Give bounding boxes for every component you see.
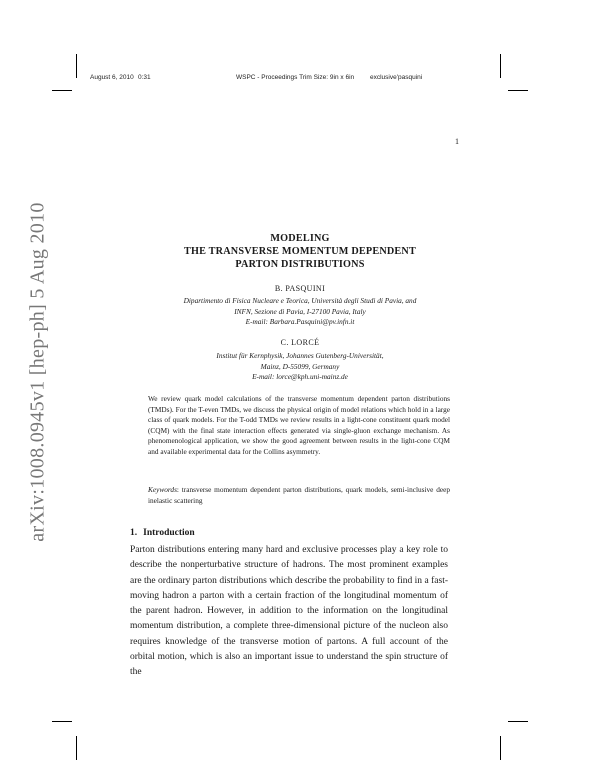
author-affiliation [0,351,600,383]
keywords-label: Keywords [148,485,177,494]
paper-title [0,232,600,271]
crop-mark-top-left-vertical [76,54,77,78]
keywords-text: transverse momentum dependent parton distributions, quark models, semi-inclusive deep inelastic scattering [148,485,450,505]
affiliation-line: E-mail: Barbara.Pasquini@pv.infn.it [245,317,355,326]
affiliation-line: E-mail: lorce@kph.uni-mainz.de [252,372,348,381]
keywords: Keywords: transverse momentum dependent parton distributions, quark models, semi-inclusive deep inelastic scattering [148,485,450,505]
header-filename: exclusive'pasquini [370,74,423,81]
arxiv-stamp: arXiv:1008.0945v1 [hep-ph] 5 Aug 2010 [26,202,49,542]
affiliation-line: Dipartimento di Fisica Nucleare e Teorica, Università degli Studi di Pavia, and [183,296,417,305]
page-number: 1 [455,137,459,146]
author-affiliation [0,296,600,328]
crop-mark-bottom-right-horizontal [508,721,528,722]
crop-mark-top-right-horizontal [508,90,528,91]
section-heading [130,528,195,538]
crop-mark-top-left-horizontal [52,90,72,91]
affiliation-line: Institut für Kernphysik, Johannes Gutenberg-Universität, [216,351,384,360]
header-date: August 6, 2010 [90,74,134,81]
header-time: 0:31 [138,74,151,81]
crop-mark-top-right-vertical [500,54,501,78]
crop-mark-bottom-left-vertical [76,736,77,760]
affiliation-line: Mainz, D-55099, Germany [260,361,340,371]
author-name: B. PASQUINI [274,284,326,293]
author-name: C. LORCÉ [280,338,320,347]
title-line: PARTON DISTRIBUTIONS [235,259,365,270]
intro-paragraph: Parton distributions entering many hard and exclusive processes play a key role to describe the nonperturbative structure of hadrons. The most prominent examples are the ordinary parton distributions which describe the probability to find in a fast-moving hadron a parton with a certain fraction of the longitudinal momentum of the parent hadron. However, in addition to the information on the longitudinal momentum distribution, a complete three-dimensional picture of the nucleon also requires knowledge of the transverse motion of partons. A full account of the orbital motion, which is also an important issue to understand the spin structure of the [130,545,448,678]
header-journal: WSPC - Proceedings Trim Size: 9in x 6in [236,74,355,81]
section-title: Introduction [143,528,195,538]
title-line: THE TRANSVERSE MOMENTUM DEPENDENT [184,246,416,257]
title-line: MODELING [270,233,330,244]
section-number: 1. [130,528,138,538]
affiliation-line: INFN, Sezione di Pavia, I-27100 Pavia, Italy [234,306,366,316]
abstract: We review quark model calculations of the transverse momentum dependent parton distributions (TMDs). For the T-even TMDs, we discuss the physical origin of model relations which hold in a large class of quark models. For the T-odd TMDs we review results in a light-cone constituent quark model (CQM) with the final state interaction effects generated via single-gluon exchange mechanism. As phenomenological application, we show the good agreement between results in the light-cone CQM and available experimental data for the Collins asymmetry. [148,394,450,456]
crop-mark-bottom-left-horizontal [52,721,72,722]
crop-mark-bottom-right-vertical [500,736,501,760]
